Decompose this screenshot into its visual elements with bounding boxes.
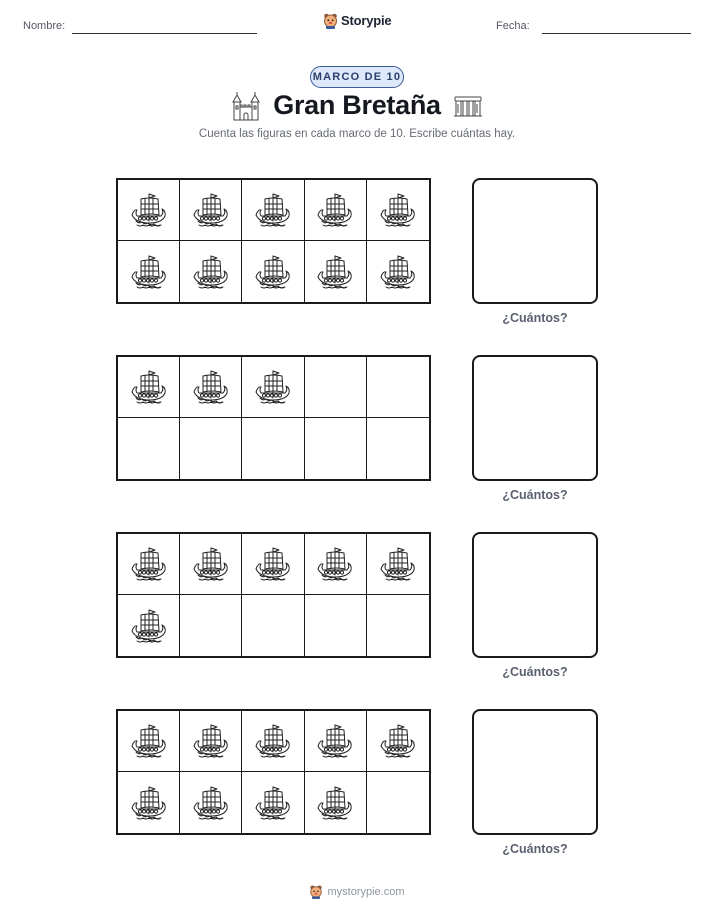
ten-frame-1 bbox=[116, 178, 431, 304]
frame-cell bbox=[180, 534, 242, 595]
frame-cell bbox=[305, 772, 367, 833]
frame-cell bbox=[242, 180, 304, 241]
frame-cell bbox=[242, 772, 304, 833]
frame-cell bbox=[242, 241, 304, 302]
frame-cell bbox=[242, 357, 304, 418]
brand-name: Storypie bbox=[341, 13, 392, 28]
viking-ship-icon bbox=[252, 189, 294, 231]
title-row bbox=[0, 90, 714, 121]
frame-cell bbox=[180, 357, 242, 418]
frame-cell bbox=[367, 418, 429, 479]
storypie-mascot-icon bbox=[323, 12, 338, 29]
viking-ship-icon bbox=[377, 189, 419, 231]
frame-cell bbox=[367, 357, 429, 418]
how-many-label-4: ¿Cuántos? bbox=[502, 842, 568, 856]
viking-ship-icon bbox=[314, 782, 356, 824]
viking-ship-icon bbox=[128, 720, 170, 762]
name-line[interactable] bbox=[72, 33, 257, 34]
how-many-label-3: ¿Cuántos? bbox=[502, 665, 568, 679]
frame-cell bbox=[367, 772, 429, 833]
viking-ship-icon bbox=[252, 543, 294, 585]
frame-cell bbox=[180, 711, 242, 772]
stonehenge-icon bbox=[453, 94, 483, 118]
viking-ship-icon bbox=[128, 605, 170, 647]
frame-cell bbox=[367, 534, 429, 595]
viking-ship-icon bbox=[314, 189, 356, 231]
frame-cell bbox=[180, 180, 242, 241]
name-label: Nombre: bbox=[23, 20, 66, 32]
frame-cell bbox=[367, 241, 429, 302]
brand-logo bbox=[323, 12, 391, 29]
frame-cell bbox=[367, 711, 429, 772]
viking-ship-icon bbox=[190, 782, 232, 824]
viking-ship-icon bbox=[377, 251, 419, 293]
footer bbox=[0, 884, 714, 899]
answer-box-1[interactable] bbox=[472, 178, 598, 304]
frame-cell bbox=[180, 418, 242, 479]
frame-cell bbox=[180, 772, 242, 833]
viking-ship-icon bbox=[128, 782, 170, 824]
ten-frame-4 bbox=[116, 709, 431, 835]
frame-cell bbox=[305, 711, 367, 772]
viking-ship-icon bbox=[128, 366, 170, 408]
viking-ship-icon bbox=[128, 251, 170, 293]
frame-cell bbox=[242, 711, 304, 772]
viking-ship-icon bbox=[190, 543, 232, 585]
frame-cell bbox=[118, 180, 180, 241]
frame-cell bbox=[118, 534, 180, 595]
viking-ship-icon bbox=[314, 720, 356, 762]
frame-cell bbox=[118, 241, 180, 302]
frame-cell bbox=[367, 595, 429, 656]
frame-cell bbox=[180, 595, 242, 656]
frame-cell bbox=[242, 595, 304, 656]
answer-box-2[interactable] bbox=[472, 355, 598, 481]
answer-box-3[interactable] bbox=[472, 532, 598, 658]
frame-cell bbox=[305, 534, 367, 595]
worksheet-type-badge: MARCO DE 10 bbox=[310, 66, 404, 88]
frame-cell bbox=[242, 418, 304, 479]
frame-cell bbox=[305, 418, 367, 479]
frame-cell bbox=[118, 418, 180, 479]
viking-ship-icon bbox=[252, 782, 294, 824]
frame-cell bbox=[180, 241, 242, 302]
ten-frame-3 bbox=[116, 532, 431, 658]
frame-cell bbox=[118, 595, 180, 656]
frame-cell bbox=[118, 772, 180, 833]
date-line[interactable] bbox=[542, 33, 691, 34]
answer-box-4[interactable] bbox=[472, 709, 598, 835]
viking-ship-icon bbox=[128, 543, 170, 585]
castle-icon bbox=[231, 91, 261, 121]
frame-cell bbox=[305, 180, 367, 241]
viking-ship-icon bbox=[190, 720, 232, 762]
viking-ship-icon bbox=[190, 251, 232, 293]
viking-ship-icon bbox=[128, 189, 170, 231]
viking-ship-icon bbox=[252, 720, 294, 762]
frame-cell bbox=[118, 711, 180, 772]
viking-ship-icon bbox=[314, 251, 356, 293]
frame-cell bbox=[118, 357, 180, 418]
viking-ship-icon bbox=[377, 543, 419, 585]
viking-ship-icon bbox=[190, 366, 232, 408]
date-label: Fecha: bbox=[496, 20, 530, 32]
frame-cell bbox=[305, 357, 367, 418]
viking-ship-icon bbox=[252, 366, 294, 408]
how-many-label-1: ¿Cuántos? bbox=[502, 311, 568, 325]
frame-cell bbox=[305, 241, 367, 302]
frame-cell bbox=[242, 534, 304, 595]
viking-ship-icon bbox=[252, 251, 294, 293]
footer-url: mystorypie.com bbox=[327, 885, 405, 898]
viking-ship-icon bbox=[377, 720, 419, 762]
frame-cell bbox=[305, 595, 367, 656]
viking-ship-icon bbox=[314, 543, 356, 585]
viking-ship-icon bbox=[190, 189, 232, 231]
instructions: Cuenta las figuras en cada marco de 10. Escribe cuántas hay. bbox=[198, 128, 516, 140]
how-many-label-2: ¿Cuántos? bbox=[502, 488, 568, 502]
page-title: Gran Bretaña bbox=[273, 90, 441, 120]
ten-frame-2 bbox=[116, 355, 431, 481]
frame-cell bbox=[367, 180, 429, 241]
storypie-mascot-icon bbox=[309, 884, 323, 899]
